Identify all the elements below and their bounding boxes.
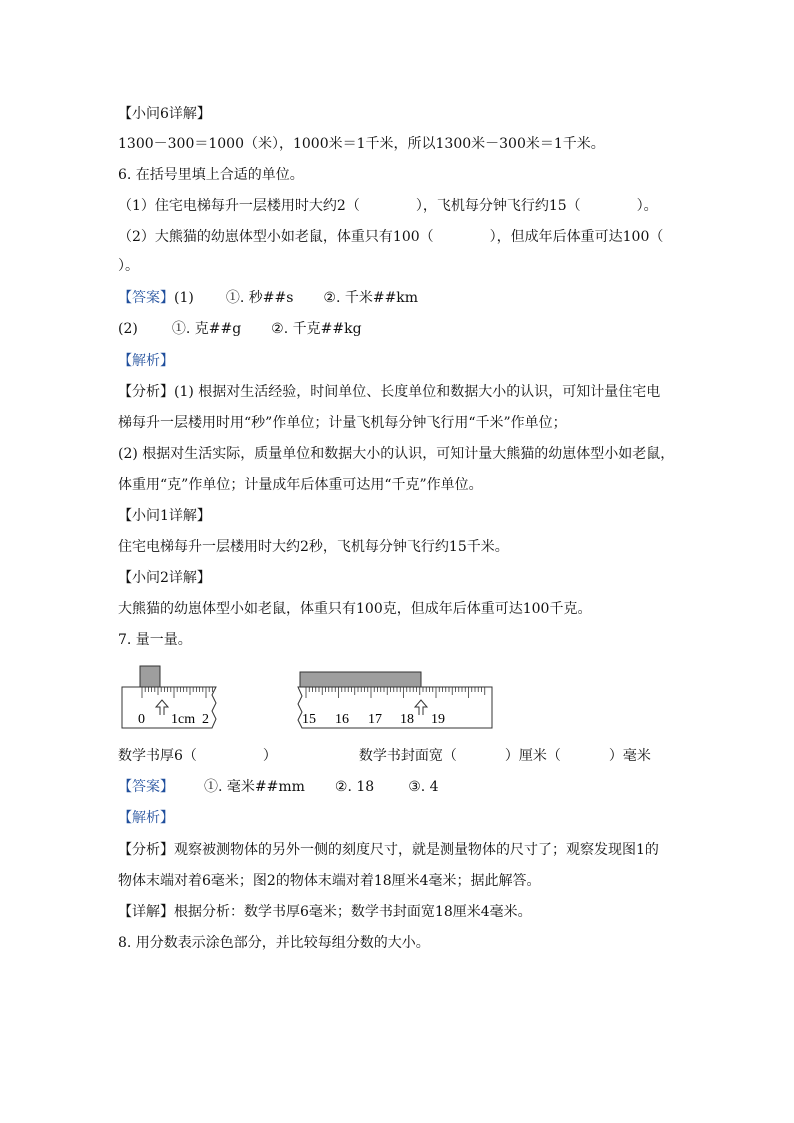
analysis-label: 【分析】 [118, 842, 174, 858]
section-title-q5-6: 【小问6详解】 [118, 106, 211, 122]
q7-detail-line [118, 902, 532, 922]
q6-p1-text-a: （1）住宅电梯每升一层楼用时大约2（ [118, 198, 360, 214]
question-6-title: 6. 在括号里填上合适的单位。 [118, 167, 304, 183]
q6-analysis-line-1 [118, 382, 660, 402]
detail-label: 【详解】 [118, 904, 174, 920]
caption-book-thickness-end: ） [262, 748, 277, 764]
question-6-part-1 [118, 196, 658, 216]
q7-analysis-heading: 【解析】 [118, 810, 174, 826]
question-6-part-2 [118, 227, 663, 247]
q6-analysis-line-4: 体重用“克”作单位；计量成年后体重可达用“千克”作单位。 [118, 477, 483, 493]
q6-p2-text-a: （2）大熊猫的幼崽体型小如老鼠，体重只有100（ [118, 229, 434, 245]
ruler-2-label-17: 17 [368, 712, 382, 727]
q6-answer-1a: ①. 秒##s [225, 290, 294, 306]
section-text-q5-6: 1300－300＝1000（米），1000米＝1千米，所以1300米－300米＝1千米。 [118, 136, 605, 152]
ruler-2-label-19: 19 [431, 712, 445, 727]
q7-answer-b: ②. 18 [334, 779, 375, 795]
ruler-2-body [298, 687, 492, 728]
q7-answer-line [118, 777, 439, 797]
ruler-2-label-18: 18 [400, 712, 414, 727]
question-6-part-2-end [118, 256, 139, 276]
q6-answer-part-number: (2) [118, 321, 138, 337]
q6-p2-text-c: ）。 [118, 258, 139, 274]
q6-answer-2a: ①. 克##g [171, 321, 242, 337]
analysis-text: (1) 根据对生活经验，时间单位、长度单位和数据大小的认识，可知计量住宅电 [174, 384, 661, 400]
q6-analysis-line-3: (2) 根据对生活实际，质量单位和数据大小的认识，可知计量大熊猫的幼崽体型小如老鼠， [118, 446, 675, 462]
q6-p2-text-b: ），但成年后体重可达100（ [489, 229, 664, 245]
caption-cover-width-cm: ）厘米（ [504, 748, 561, 764]
q6-p1-text-c: ）。 [636, 198, 658, 214]
q7-answer-a: ①. 毫米##mm [204, 779, 305, 795]
q7-analysis-line-1 [118, 840, 659, 860]
ruler-1-label-0: 0 [138, 712, 145, 727]
ruler-1-label-1cm: 1cm [171, 712, 196, 727]
q6-answer-part-number: (1) [174, 290, 194, 306]
ruler-figure [118, 662, 498, 734]
q6-analysis-line-2: 梯每升一层楼用时用“秒”作单位；计量飞机每分钟飞行用“千米”作单位； [118, 415, 567, 431]
q7-analysis-line-2: 物体末端对着6毫米；图2的物体末端对着18厘米4毫米；据此解答。 [118, 873, 541, 889]
section-title-q6-1: 【小问1详解】 [118, 508, 211, 524]
q7-captions [118, 746, 651, 766]
caption-cover-width: 数学书封面宽（ [358, 748, 457, 764]
section-text-q6-2: 大熊猫的幼崽体型小如老鼠，体重只有100克，但成年后体重可达100千克。 [118, 601, 592, 617]
ruler-1-label-2: 2 [202, 712, 209, 727]
q6-answer-1b: ②. 千米##km [323, 290, 419, 306]
detail-text: 根据分析：数学书厚6毫米；数学书封面宽18厘米4毫米。 [174, 904, 532, 920]
answer-label: 【答案】 [118, 779, 174, 795]
q6-p1-text-b: ），飞机每分钟飞行约15（ [415, 198, 581, 214]
q6-analysis-heading: 【解析】 [118, 353, 174, 369]
question-8-title: 8. 用分数表示涂色部分，并比较每组分数的大小。 [118, 935, 430, 951]
analysis-label: 【分析】 [118, 384, 174, 400]
book-thickness-block [140, 666, 160, 687]
q6-answer-line-2 [118, 319, 362, 339]
book-cover-width-block [300, 672, 421, 687]
section-text-q6-1: 住宅电梯每升一层楼用时大约2秒，飞机每分钟飞行约15千米。 [118, 539, 509, 555]
analysis-text: 观察被测物体的另外一侧的刻度尺寸，就是测量物体的尺寸了；观察发现图1的 [174, 842, 659, 858]
q6-answer-line-1 [118, 288, 418, 308]
ruler-2-label-15: 15 [302, 712, 316, 727]
q6-answer-2b: ②. 千克##kg [271, 321, 362, 337]
caption-cover-width-mm: ）毫米 [608, 748, 651, 764]
ruler-2-label-16: 16 [335, 712, 349, 727]
q7-answer-c: ③. 4 [408, 779, 439, 795]
section-title-q6-2: 【小问2详解】 [118, 570, 211, 586]
question-7-title: 7. 量一量。 [118, 632, 192, 648]
answer-label: 【答案】 [118, 290, 174, 306]
caption-book-thickness: 数学书厚6（ [118, 748, 197, 764]
